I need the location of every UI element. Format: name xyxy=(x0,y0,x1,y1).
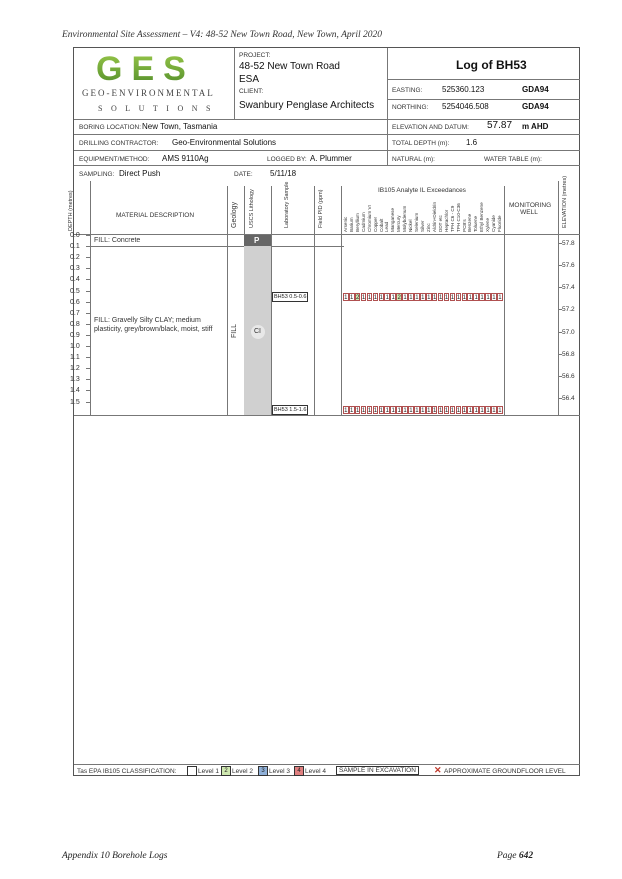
exceedance-cell: 1 xyxy=(456,408,461,414)
exceedance-cell: 1 xyxy=(373,408,378,414)
exceedance-cell: 1 xyxy=(385,295,389,301)
analyte-label: TPH C10-C36 xyxy=(455,203,461,232)
uscs-concrete-label: P xyxy=(254,236,260,245)
logo-letters: GES xyxy=(96,50,195,88)
client-label: CLIENT: xyxy=(239,88,264,95)
client-name: Swanbury Penglase Architects xyxy=(239,100,375,111)
depth-tick xyxy=(86,402,90,403)
log-title: Log of BH53 xyxy=(456,58,527,72)
project-label: PROJECT: xyxy=(239,52,271,59)
analyte-label: Barium xyxy=(348,217,354,232)
logged-by-label: LOGGED BY: xyxy=(267,156,307,163)
project-name-1: 48-52 New Town Road xyxy=(239,61,340,72)
exceedance-cell: 1 xyxy=(427,408,431,414)
sample-label-2: BH53 1.5-1.6 xyxy=(274,407,307,413)
elevation-unit: m AHD xyxy=(522,122,549,131)
elevation-tick xyxy=(558,398,562,399)
exceedance-cell: 1 xyxy=(450,295,455,301)
analyte-label: Copper xyxy=(372,216,378,232)
depth-tick-label: 0.4 xyxy=(70,276,80,284)
analyte-label: Lead xyxy=(384,221,390,232)
exceedance-cell: 1 xyxy=(403,408,407,414)
analyte-label: Heptachlor xyxy=(443,209,449,232)
date: 5/11/18 xyxy=(270,169,297,178)
exceedance-cell: 1 xyxy=(474,295,478,301)
analyte-label: Manganese xyxy=(390,207,396,232)
exceedance-cell: 1 xyxy=(409,295,413,301)
sampling-label: SAMPLING: xyxy=(79,171,115,178)
drilling-contractor-label: DRILLING CONTRACTOR: xyxy=(79,140,159,147)
depth-tick xyxy=(86,268,90,269)
elevation-tick-label: 57.0 xyxy=(562,328,575,336)
col-depth: DEPTH (metres) xyxy=(68,190,74,231)
borehole-log-sheet xyxy=(68,47,580,776)
analyte-label: TPH C6 - C9 xyxy=(449,205,455,232)
depth-tick xyxy=(86,357,90,358)
exceedance-cell: 1 xyxy=(450,408,455,414)
legend-level3-box: 3 xyxy=(258,766,268,776)
exceedance-cell: 1 xyxy=(462,295,466,301)
depth-tick xyxy=(86,379,90,380)
depth-tick xyxy=(86,346,90,347)
geology-fill-label: FILL xyxy=(231,323,238,338)
elevation-value: 57.87 xyxy=(487,120,513,131)
depth-tick xyxy=(86,279,90,280)
exceedance-cell: 1 xyxy=(486,408,490,414)
depth-tick-label: 1.1 xyxy=(70,354,80,362)
legend-level4: Level 4 xyxy=(305,768,326,775)
northing-label: NORTHING: xyxy=(392,104,429,111)
equipment: AMS 9110Ag xyxy=(162,154,209,163)
exceedance-cell: 1 xyxy=(433,295,437,301)
depth-tick xyxy=(86,313,90,314)
elevation-tick xyxy=(558,354,562,355)
depth-tick xyxy=(86,302,90,303)
depth-tick-label: 1.3 xyxy=(70,376,80,384)
easting-datum: GDA94 xyxy=(522,85,549,94)
depth-tick xyxy=(86,257,90,258)
elevation-label: ELEVATION AND DATUM: xyxy=(392,124,469,131)
col-monitoring-well: MONITORING WELL xyxy=(509,202,552,216)
legend-level1: Level 1 xyxy=(198,768,219,775)
analyte-label: Ethyl Benzene xyxy=(479,202,485,232)
easting-value: 525360.123 xyxy=(442,85,485,94)
depth-tick-label: 0.0 xyxy=(70,232,80,239)
sampling: Direct Push xyxy=(119,169,161,178)
exceedance-cell: 2 xyxy=(355,295,360,301)
analyte-label: Xylene xyxy=(485,217,491,232)
exceedance-cell: 1 xyxy=(350,408,354,414)
exceedance-cell: 1 xyxy=(427,295,431,301)
analyte-label: Beryllium xyxy=(354,213,360,232)
exceedance-cell: 1 xyxy=(498,295,502,301)
depth-tick-label: 0.7 xyxy=(70,309,80,317)
northing-datum: GDA94 xyxy=(522,102,549,111)
exceedance-cell: 1 xyxy=(344,295,348,301)
legend-level1-box xyxy=(187,766,197,776)
depth-tick xyxy=(86,335,90,336)
depth-tick-label: 0.1 xyxy=(70,243,80,251)
depth-tick-label: 0.3 xyxy=(70,265,80,273)
exceedance-cell: 1 xyxy=(433,408,437,414)
elevation-tick-label: 56.8 xyxy=(562,350,575,358)
exceedance-cell: 1 xyxy=(421,408,425,414)
exceedance-cell: 1 xyxy=(344,408,348,414)
exceedance-cell: 1 xyxy=(385,408,389,414)
footer-page-number: 642 xyxy=(518,851,534,861)
depth-tick-label: 1.2 xyxy=(70,365,80,373)
depth-tick-label: 0.2 xyxy=(70,254,80,262)
exceedance-cell: 1 xyxy=(438,408,443,414)
legend-cross-icon: ✕ xyxy=(434,765,442,775)
legend-approx-groundfloor: APPROXIMATE GROUNDFLOOR LEVEL xyxy=(444,768,566,775)
elevation-tick xyxy=(558,332,562,333)
exceedance-cell: 1 xyxy=(456,295,461,301)
footer-page xyxy=(497,851,533,861)
legend-level3: Level 3 xyxy=(269,768,290,775)
layer-clay-description: FILL: Gravelly Silty CLAY; medium plasticity, grey/brown/black, moist, stiff xyxy=(94,317,213,333)
uscs-clay-label: CI xyxy=(254,328,261,335)
analyte-label: Benzene xyxy=(467,213,473,232)
depth-tick xyxy=(86,368,90,369)
northing-value: 5254046.508 xyxy=(442,102,489,111)
depth-tick-label: 0.9 xyxy=(70,331,80,339)
elevation-tick-label: 56.4 xyxy=(562,395,575,403)
exceedance-cell: 1 xyxy=(468,295,472,301)
analyte-label: Cadmium xyxy=(360,212,366,232)
running-header: Environmental Site Assessment – V4: 48-52 New Town Road, New Town, April 2020 xyxy=(62,30,383,40)
exceedance-cell: 1 xyxy=(361,408,366,414)
exceedance-cell: 1 xyxy=(397,408,401,414)
exceedance-cell: 1 xyxy=(486,295,490,301)
depth-tick-label: 0.8 xyxy=(70,320,80,328)
footer-page-label: Page xyxy=(497,851,517,861)
exceedance-cell: 1 xyxy=(391,408,395,414)
col-ib105: IB105 Analyte IL Exceedances xyxy=(378,187,466,194)
analyte-label: Cyanide xyxy=(491,215,497,232)
logged-by: A. Plummer xyxy=(310,154,352,163)
elevation-tick xyxy=(558,376,562,377)
exceedance-cell: 1 xyxy=(438,295,443,301)
depth-tick-label: 1.0 xyxy=(70,343,80,350)
legend-level4-box: 4 xyxy=(294,766,304,776)
elevation-tick xyxy=(558,287,562,288)
exceedance-cell: 1 xyxy=(367,408,372,414)
legend-level2: Level 2 xyxy=(232,768,253,775)
col-elevation: ELEVATION (metres) xyxy=(562,175,568,228)
analyte-label: PCB's xyxy=(461,219,467,232)
exceedance-cell: 1 xyxy=(361,295,366,301)
exceedance-cell: 1 xyxy=(391,295,395,301)
exceedance-cell: 1 xyxy=(492,408,496,414)
depth-tick xyxy=(86,291,90,292)
exceedance-cell: 1 xyxy=(444,408,449,414)
exceedance-cell: 1 xyxy=(492,295,496,301)
exceedance-cell: 1 xyxy=(355,408,360,414)
water-table-label: WATER TABLE (m): xyxy=(484,156,542,163)
exceedance-cell: 1 xyxy=(409,408,413,414)
analyte-label: Mercury xyxy=(396,215,402,232)
logo-line1: GEO-ENVIRONMENTAL xyxy=(82,88,215,98)
exceedance-cell: 1 xyxy=(421,295,425,301)
elevation-tick xyxy=(558,243,562,244)
analyte-label: Aldrin+Dieldrin xyxy=(431,201,437,232)
depth-tick xyxy=(86,235,90,236)
exceedance-cell: 1 xyxy=(462,408,466,414)
exceedance-cell: 1 xyxy=(468,408,472,414)
col-field-pid: Field PID (ppm) xyxy=(318,189,324,228)
elevation-tick-label: 57.6 xyxy=(562,261,575,269)
exceedance-cell: 1 xyxy=(379,408,384,414)
footer-left: Appendix 10 Borehole Logs xyxy=(62,851,168,861)
analyte-label: Nickel xyxy=(408,219,414,232)
total-depth: 1.6 xyxy=(466,138,478,147)
analyte-label: Arsenic xyxy=(343,216,348,232)
equipment-label: EQUIPMENT/METHOD: xyxy=(79,156,150,163)
depth-tick xyxy=(86,390,90,391)
depth-tick xyxy=(86,324,90,325)
exceedance-cell: 1 xyxy=(444,295,449,301)
col-geology: Geology xyxy=(231,201,238,228)
logo-line2: SOLUTIONS xyxy=(98,104,219,113)
legend-classification-label: Tas EPA IB105 CLASSIFICATION: xyxy=(77,768,177,775)
elevation-tick xyxy=(558,309,562,310)
elevation-tick-label: 57.4 xyxy=(562,284,575,292)
analyte-label: Fluoride xyxy=(497,215,503,232)
exceedance-cell: 1 xyxy=(498,408,502,414)
elevation-tick xyxy=(558,265,562,266)
exceedance-cell: 2 xyxy=(397,295,401,301)
boring-location-label: BORING LOCATION: xyxy=(79,124,141,131)
drilling-contractor: Geo-Environmental Solutions xyxy=(172,138,277,147)
exceedance-cell: 1 xyxy=(367,295,372,301)
analyte-label: Toluene xyxy=(473,215,479,232)
depth-tick-label: 0.6 xyxy=(70,298,80,306)
col-material: MATERIAL DESCRIPTION xyxy=(116,212,195,219)
exceedance-cell: 1 xyxy=(480,408,484,414)
project-name-2: ESA xyxy=(239,74,260,85)
analyte-label: Chromium VI xyxy=(366,205,372,232)
analyte-label: DDT etc xyxy=(437,215,443,232)
exceedance-cell: 1 xyxy=(415,408,419,414)
elevation-tick-label: 57.8 xyxy=(562,239,575,247)
depth-tick-label: 0.5 xyxy=(70,287,80,295)
exceedance-cell: 1 xyxy=(474,408,478,414)
analyte-label: Molybdenum xyxy=(402,205,408,232)
elevation-tick-label: 56.6 xyxy=(562,372,575,380)
analyte-label: Zinc xyxy=(425,223,431,232)
exceedance-cell: 1 xyxy=(373,295,378,301)
natural-label: NATURAL (m): xyxy=(392,156,435,163)
exceedance-cell: 1 xyxy=(350,295,354,301)
exceedance-cell: 1 xyxy=(379,295,384,301)
legend-sample-in-excavation: SAMPLE IN EXCAVATION xyxy=(336,766,419,775)
col-lab-sample: Laboratory Sample xyxy=(284,181,290,228)
total-depth-label: TOTAL DEPTH (m): xyxy=(392,140,450,147)
analyte-label: Silver xyxy=(420,220,426,232)
exceedance-cell: 1 xyxy=(415,295,419,301)
layer-concrete-description: FILL: Concrete xyxy=(94,237,141,244)
depth-tick-label: 1.5 xyxy=(70,398,80,406)
boring-location: New Town, Tasmania xyxy=(142,122,218,131)
col-uscs: USCS Lithology xyxy=(249,189,255,228)
exceedance-cell: 1 xyxy=(480,295,484,301)
depth-tick-label: 1.4 xyxy=(70,387,80,395)
legend-level2-box: 2 xyxy=(221,766,231,776)
sample-label-1: BH53 0.5-0.6 xyxy=(274,294,307,300)
analyte-label: Selenium xyxy=(414,212,420,232)
easting-label: EASTING: xyxy=(392,87,423,94)
date-label: DATE: xyxy=(234,171,253,178)
exceedance-cell: 1 xyxy=(403,295,407,301)
analyte-label: Cobalt xyxy=(378,218,384,232)
elevation-tick-label: 57.2 xyxy=(562,306,575,314)
